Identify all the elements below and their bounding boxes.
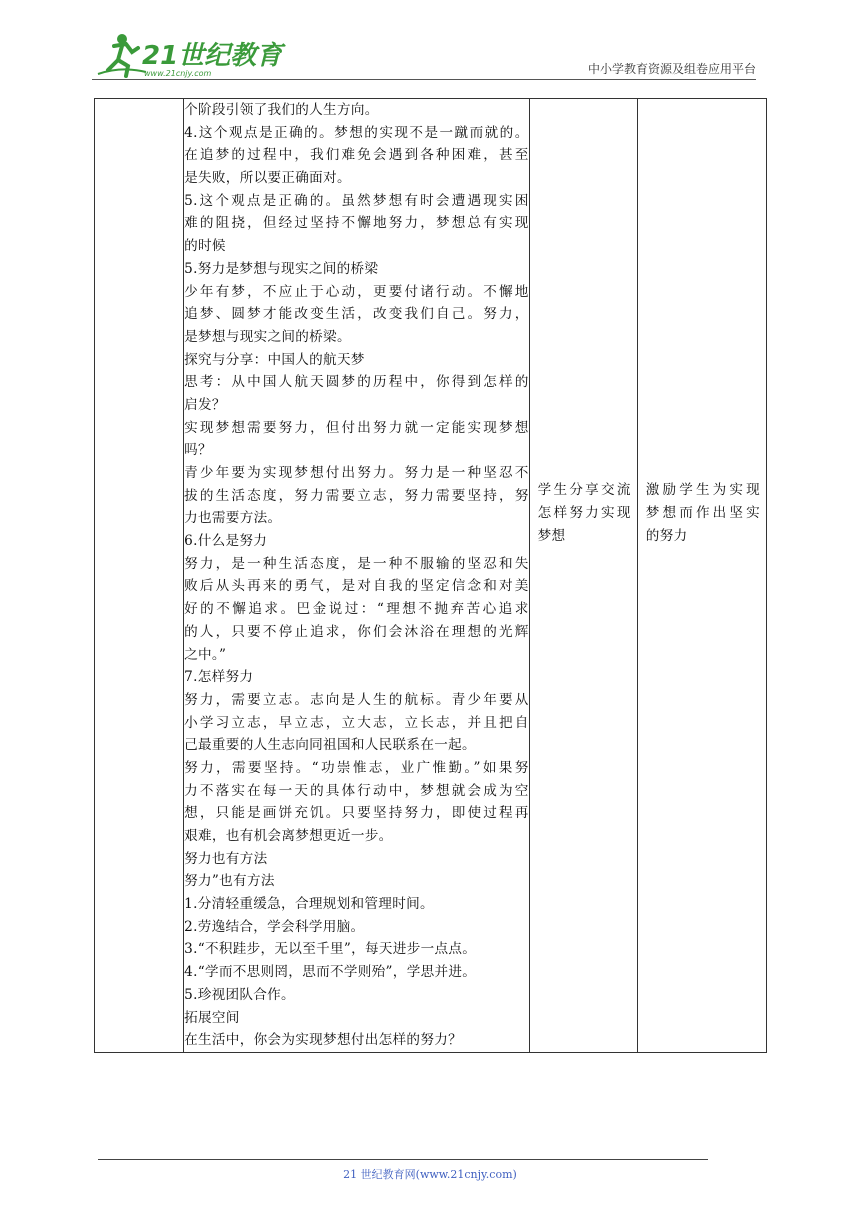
content-line: 努力也有方法 [184,850,268,867]
content-line: 1.分清轻重缓急，合理规划和管理时间。 [184,896,434,913]
design-intent [638,479,766,547]
content-line: 实现梦想需要努力，但付出努力就一定能实现梦想 [184,419,529,436]
footer-text: 21 世纪教育网(www.21cnjy.com) [343,1168,517,1181]
content-line: 的人，只要不停止追求，你们会沐浴在理想的光辉 [184,623,529,640]
site-logo [92,30,283,80]
intent-line: 的努力 [645,527,688,544]
content-line: 好的不懈追求。巴金说过：“理想不抛弃苦心追求 [184,601,529,618]
content-line: 拓展空间 [184,1009,240,1026]
svg-text:21世纪教育: 21世纪教育 [142,41,283,71]
runner-logo-icon [92,30,283,80]
activity-line: 梦想 [537,527,566,544]
content-line: 艰难，也有机会离梦想更近一步。 [184,828,393,844]
content-line: 4.“学而不思则罔，思而不学则殆”，学思并进。 [184,964,477,981]
intent-line: 梦想而作出坚实 [645,505,760,522]
content-line: 思考：从中国人航天圆梦的历程中，你得到怎样的 [184,374,529,391]
content-line: 6.什么是努力 [184,533,268,550]
content-line: 是梦想与现实之间的桥梁。 [184,328,351,345]
content-line: 在生活中，你会为实现梦想付出怎样的努力？ [184,1032,462,1049]
content-line: 青少年要为实现梦想付出努力。努力是一种坚忍不 [184,465,529,481]
content-line: 想，只能是画饼充饥。只要坚持努力，即使过程再 [184,805,529,822]
content-line: 4.这个观点是正确的。梦想的实现不是一蹴而就的。 [184,124,529,141]
activity-line: 学生分享交流 [537,482,631,499]
content-line: 努力，需要立志。志向是人生的航标。青少年要从 [184,691,529,708]
lesson-table [94,98,767,1053]
intent-line: 激励学生为实现 [645,482,760,499]
content-line: 7.怎样努力 [184,669,254,686]
content-line: 拔的生活态度，努力需要立志，努力需要坚持，努 [184,487,529,504]
content-line: 小学习立志，早立志，立大志，立长志，并且把自 [184,714,529,731]
footer-divider [98,1159,708,1160]
content-line: 在追梦的过程中，我们难免会遇到各种困难，甚至 [184,147,529,164]
content-line: 少年有梦，不应止于心动，更要付诸行动。不懈地 [184,283,529,300]
page-header [0,0,860,82]
content-line: 努力”也有方法 [184,873,275,890]
content-line: 探究与分享：中国人的航天梦 [184,351,365,368]
content-line: 个阶段引领了我们的人生方向。 [184,102,379,118]
header-divider [92,79,756,80]
content-line: 力不落实在每一天的具体行动中，梦想就会成为空 [184,782,529,799]
student-activity-cell [529,99,637,1053]
content-line: 5.这个观点是正确的。虽然梦想有时会遭遇现实困 [184,192,529,209]
svg-text:www.21cnjy.com: www.21cnjy.com [144,69,212,78]
student-activity [530,479,637,547]
content-line: 吗？ [184,442,212,459]
platform-name: 中小学教育资源及组卷应用平台 [587,62,756,76]
content-line: 努力，是一种生活态度，是一种不服输的坚忍和失 [184,555,529,572]
content-line: 启发？ [184,396,226,413]
content-line: 败后从头再来的勇气，是对自我的坚定信念和对美 [184,578,529,595]
content-line: 力也需要方法。 [184,510,282,527]
content-line: 2.劳逸结合，学会科学用脑。 [184,918,365,935]
table-row [95,99,767,1053]
content-cell [184,99,530,1053]
content-line: 是失败，所以要正确面对。 [184,170,351,187]
content-line: 之中。” [184,646,227,663]
section-cell [95,99,184,1053]
content-line: 追梦、圆梦才能改变生活，改变我们自己。努力， [184,306,529,323]
content-line: 5.努力是梦想与现实之间的桥梁 [184,260,379,277]
design-intent-cell [637,99,766,1053]
content-line: 的时候 [184,238,226,255]
content-line: 难的阻挠，但经过坚持不懈地努力，梦想总有实现 [184,215,529,232]
activity-line: 怎样努力实现 [537,505,631,522]
content-line: 3.“不积跬步，无以至千里”，每天进步一点点。 [184,941,477,958]
content-line: 努力，需要坚持。“功崇惟志，业广惟勤。”如果努 [184,759,529,776]
content-line: 5.珍视团队合作。 [184,986,295,1003]
content-line: 己最重要的人生志向同祖国和人民联系在一起。 [184,737,476,754]
